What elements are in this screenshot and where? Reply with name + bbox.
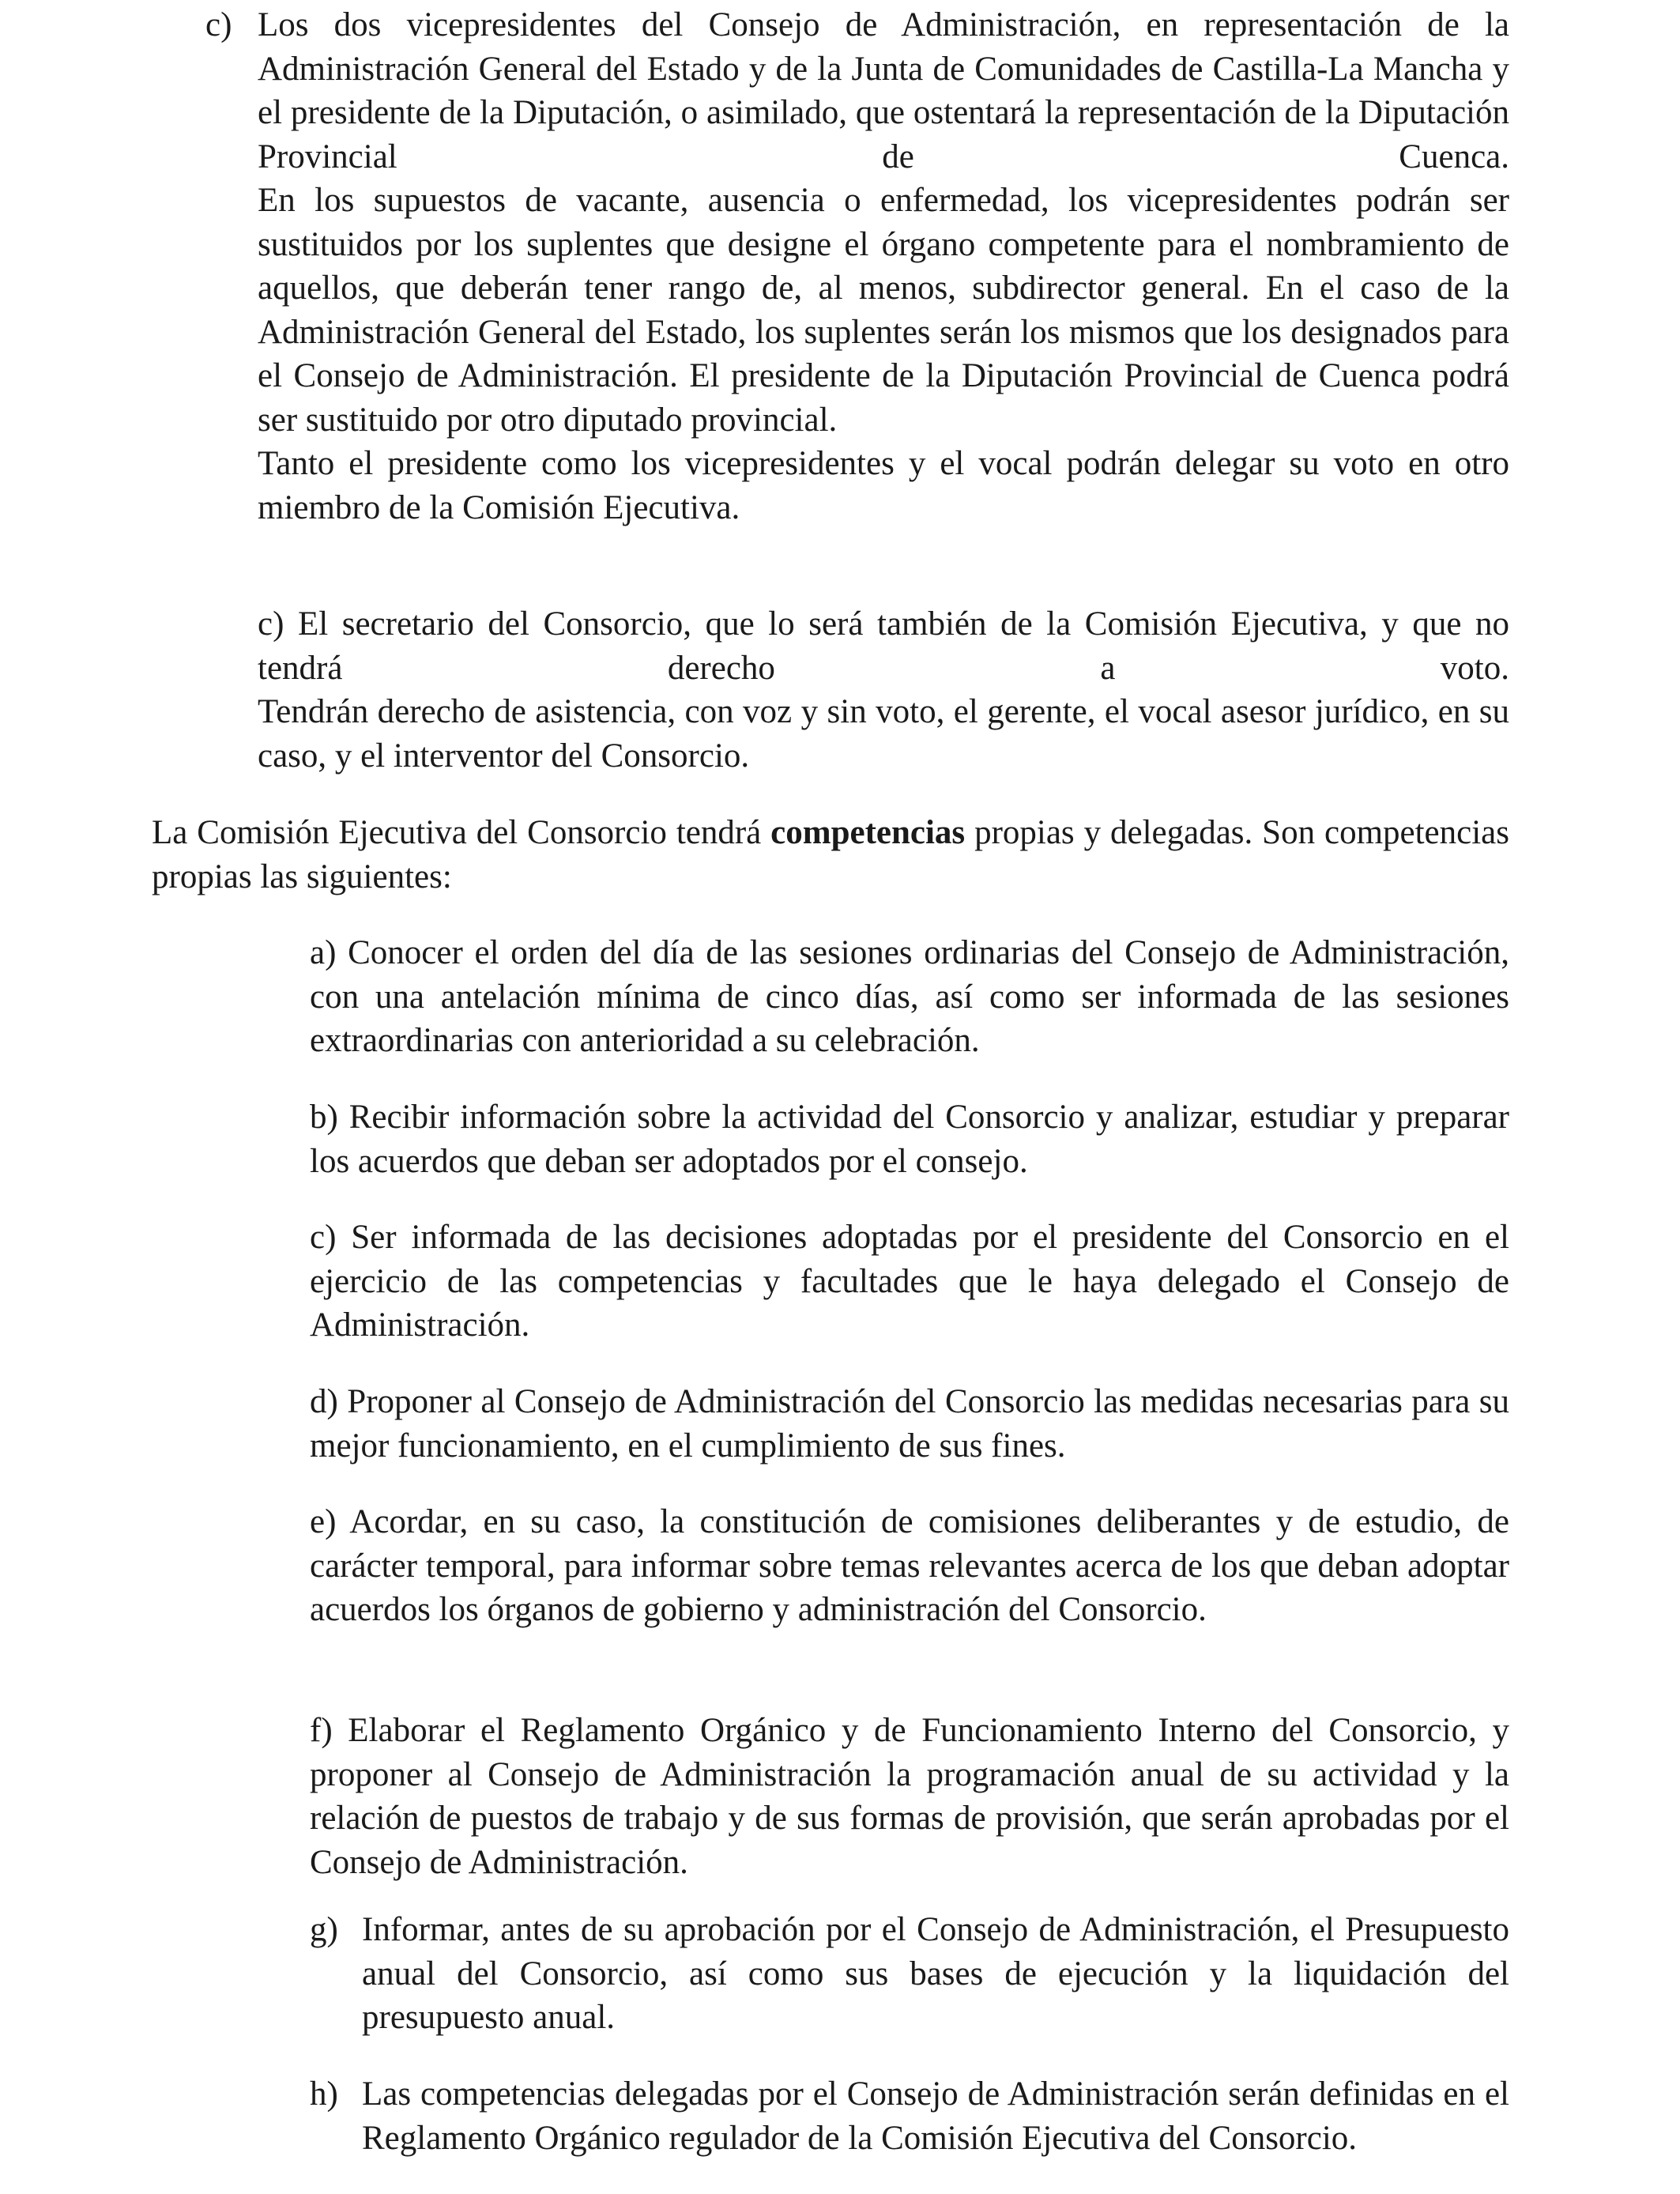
- competencia-h-text: Las competencias delegadas por el Consejo de Administración serán definidas en el Reglamento Orgánico regulador de la Comisión Ejecutiva del Consorcio.: [362, 2075, 1509, 2157]
- attendance-paragraph: Tendrán derecho de asistencia, con voz y sin voto, el gerente, el vocal asesor jurídico, en su caso, y el interventor del Consorcio.: [258, 693, 1509, 775]
- secretary-paragraph: c) El secretario del Consorcio, que lo será también de la Comisión Ejecutiva, y que no tendrá derecho a voto.: [258, 605, 1509, 687]
- vicepresidents-item: [205, 3, 1509, 530]
- competencia-f: f) Elaborar el Reglamento Orgánico y de Funcionamiento Interno del Consorcio, y proponer al Consejo de Administración la programación anual de su actividad y la relación de puestos de trabajo y de sus formas de provisión, que serán aprobadas por el Consejo de Administración.: [310, 1712, 1509, 1881]
- substitution-paragraph: En los supuestos de vacante, ausencia o enfermedad, los vicepresidentes podrán ser sustituidos por los suplentes que designe el órgano competente para el nombramiento de aquellos, que deberán tener rango de, al menos, subdirector general. En el caso de la Administración General del Estado, los suplentes serán los mismos que los designados para el Consejo de Administración. El presidente de la Diputación Provincial de Cuenca podrá ser sustituido por otro diputado provincial.: [258, 182, 1509, 439]
- competencia-d: d) Proponer al Consejo de Administración del Consorcio las medidas necesarias para su mejor funcionamiento, en el cumplimiento de sus fines.: [310, 1383, 1509, 1465]
- competencia-a: a) Conocer el orden del día de las sesiones ordinarias del Consejo de Administración, con una antelación mínima de cinco días, así como ser informada de las sesiones extraordinarias con anterioridad a su celebración.: [310, 934, 1509, 1059]
- item-body: [258, 3, 1509, 530]
- competencia-b: b) Recibir información sobre la actividad del Consorcio y analizar, estudiar y preparar los acuerdos que deban ser adoptados por el consejo.: [310, 1099, 1509, 1180]
- competencia-h: [310, 2072, 1509, 2160]
- competencias-intro: [152, 811, 1509, 899]
- vote-delegation-paragraph: Tanto el presidente como los vicepresidentes y el vocal podrán delegar su voto en otro miembro de la Comisión Ejecutiva.: [258, 445, 1509, 526]
- competencia-c: c) Ser informada de las decisiones adoptadas por el presidente del Consorcio en el ejercicio de las competencias y facultades que le haya delegado el Consejo de Administración.: [310, 1219, 1509, 1344]
- competencia-g: [310, 1908, 1509, 2040]
- intro-text-end: propias y delegadas. Son competencias propias las siguientes:: [152, 814, 1509, 895]
- intro-text-start: La Comisión Ejecutiva del Consorcio tendrá: [152, 814, 771, 851]
- item-label: c): [205, 6, 232, 43]
- competencia-h-label: h): [310, 2075, 338, 2113]
- competencia-e: e) Acordar, en su caso, la constitución de comisiones deliberantes y de estudio, de carácter temporal, para informar sobre temas relevantes acerca de los que deban adoptar acuerdos los órganos de gobierno y administración del Consorcio.: [310, 1503, 1509, 1628]
- competencia-g-label: g): [310, 1911, 338, 1948]
- intro-bold-term: competencias: [770, 814, 966, 851]
- vicepresidents-paragraph: Los dos vicepresidentes del Consejo de Administración, en representación de la Administración General del Estado y de la Junta de Comunidades de Castilla-La Mancha y el presidente de la Diputación, o asimilado, que ostentará la representación de la Diputación Provincial de Cuenca.: [258, 6, 1509, 175]
- competencia-g-text: Informar, antes de su aprobación por el Consejo de Administración, el Presupuesto anual del Consorcio, así como sus bases de ejecución y la liquidación del presupuesto anual.: [362, 1911, 1509, 2036]
- secretary-item: [258, 602, 1509, 778]
